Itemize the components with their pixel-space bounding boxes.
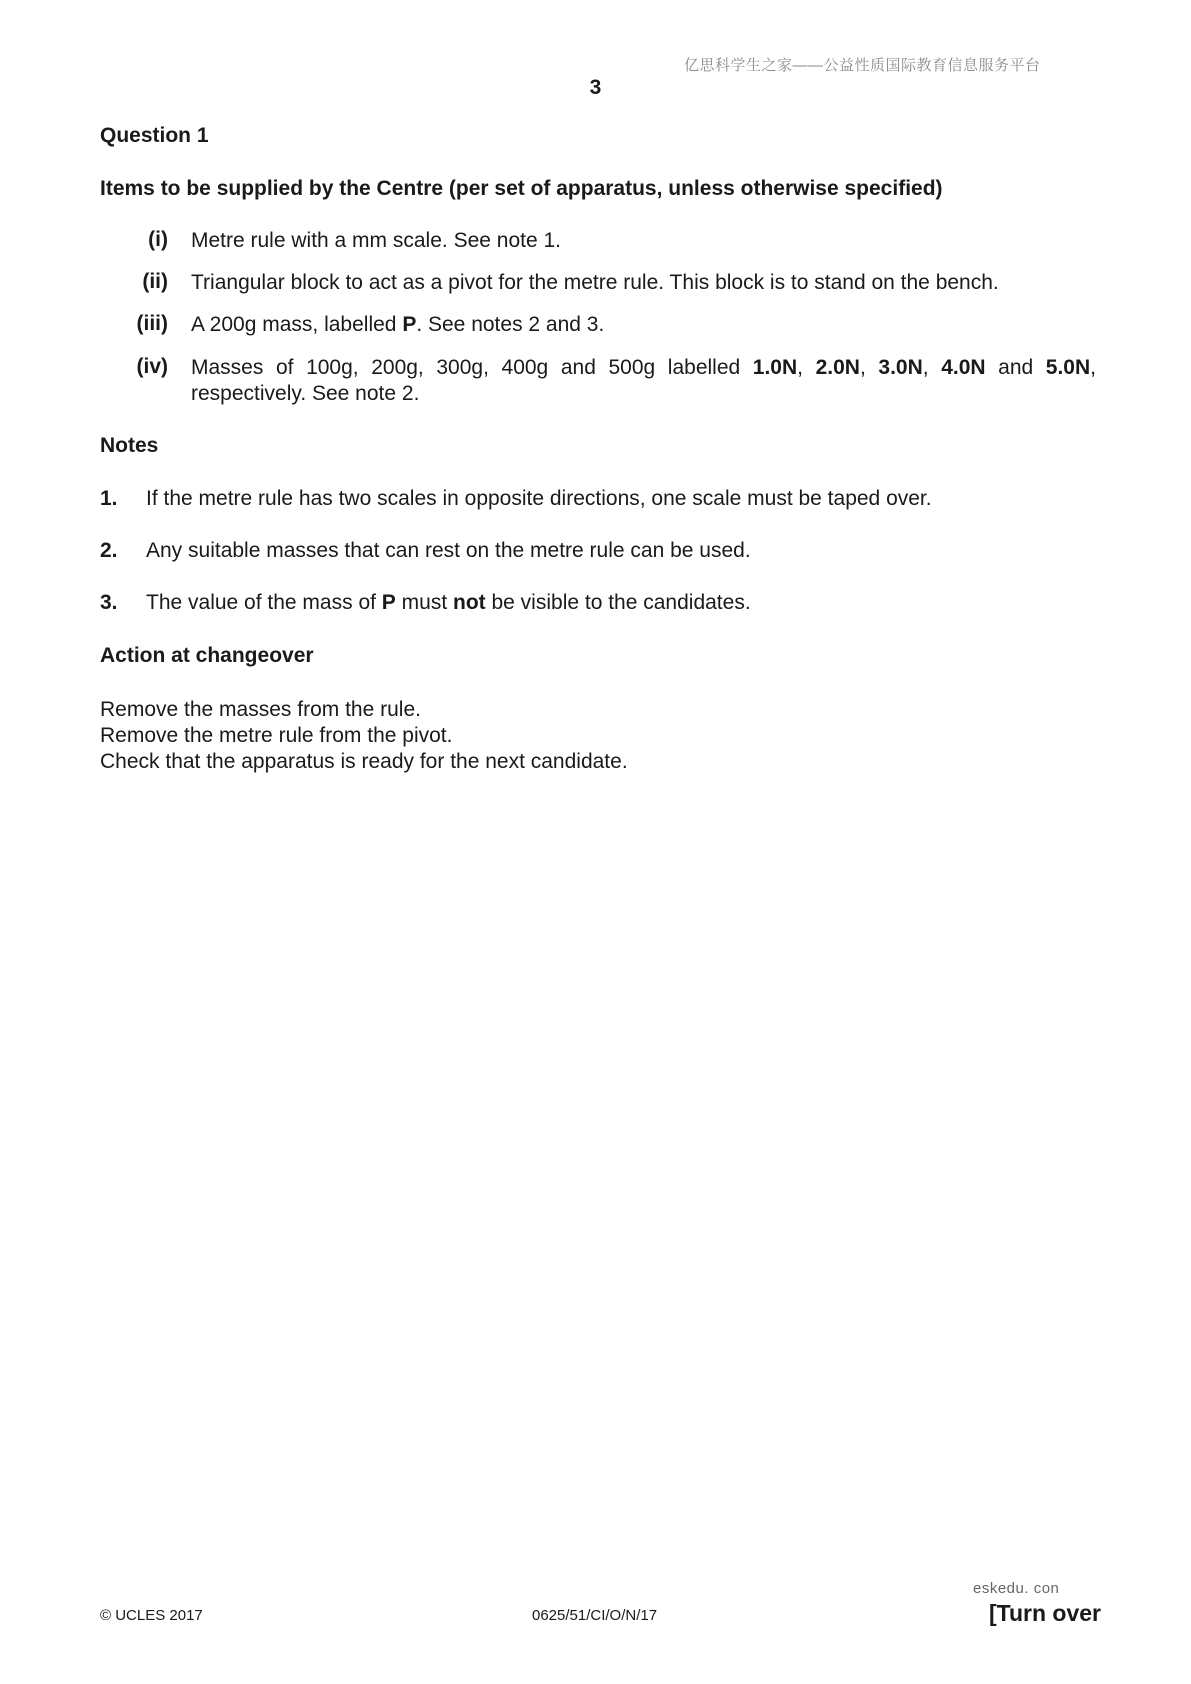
changeover-line: Check that the apparatus is ready for the next candidate.	[100, 750, 628, 773]
item-text: Metre rule with a mm scale. See note 1.	[191, 229, 561, 252]
note-number: 3.	[100, 591, 118, 614]
item-text: Triangular block to act as a pivot for the metre rule. This block is to stand on the bench.	[191, 271, 999, 294]
item-number: (ii)	[142, 270, 168, 293]
footer-code: 0625/51/CI/O/N/17	[532, 1607, 658, 1624]
note-text: If the metre rule has two scales in opposite directions, one scale must be taped over.	[146, 487, 932, 510]
bold-label: P	[402, 313, 417, 336]
site-watermark: eskedu. con	[973, 1580, 1060, 1597]
changeover-line: Remove the metre rule from the pivot.	[100, 724, 453, 747]
note-number: 1.	[100, 487, 118, 510]
item-number: (iii)	[136, 312, 168, 335]
note-text: The value of the mass of P must not be visible to the candidates.	[146, 591, 751, 614]
page-number: 3	[589, 76, 602, 99]
note-text: Any suitable masses that can rest on the metre rule can be used.	[146, 539, 751, 562]
item-number: (i)	[148, 228, 168, 251]
changeover-heading: Action at changeover	[100, 644, 314, 667]
item-text: A 200g mass, labelled P. See notes 2 and 3.	[191, 313, 605, 336]
item-text-continued: respectively. See note 2.	[191, 382, 420, 405]
items-heading: Items to be supplied by the Centre (per set of apparatus, unless otherwise specified)	[100, 177, 943, 200]
item-text: Masses of 100g, 200g, 300g, 400g and 500g labelled 1.0N, 2.0N, 3.0N, 4.0N and 5.0N,	[191, 356, 1096, 379]
note-number: 2.	[100, 539, 118, 562]
footer-copyright: © UCLES 2017	[100, 1607, 203, 1624]
item-number: (iv)	[136, 355, 168, 378]
changeover-line: Remove the masses from the rule.	[100, 698, 421, 721]
question-title: Question 1	[100, 124, 209, 147]
turn-over-label: [Turn over	[988, 1600, 1101, 1626]
notes-heading: Notes	[100, 434, 159, 457]
watermark-text: 亿思科学生之家——公益性质国际教育信息服务平台	[684, 57, 1041, 74]
